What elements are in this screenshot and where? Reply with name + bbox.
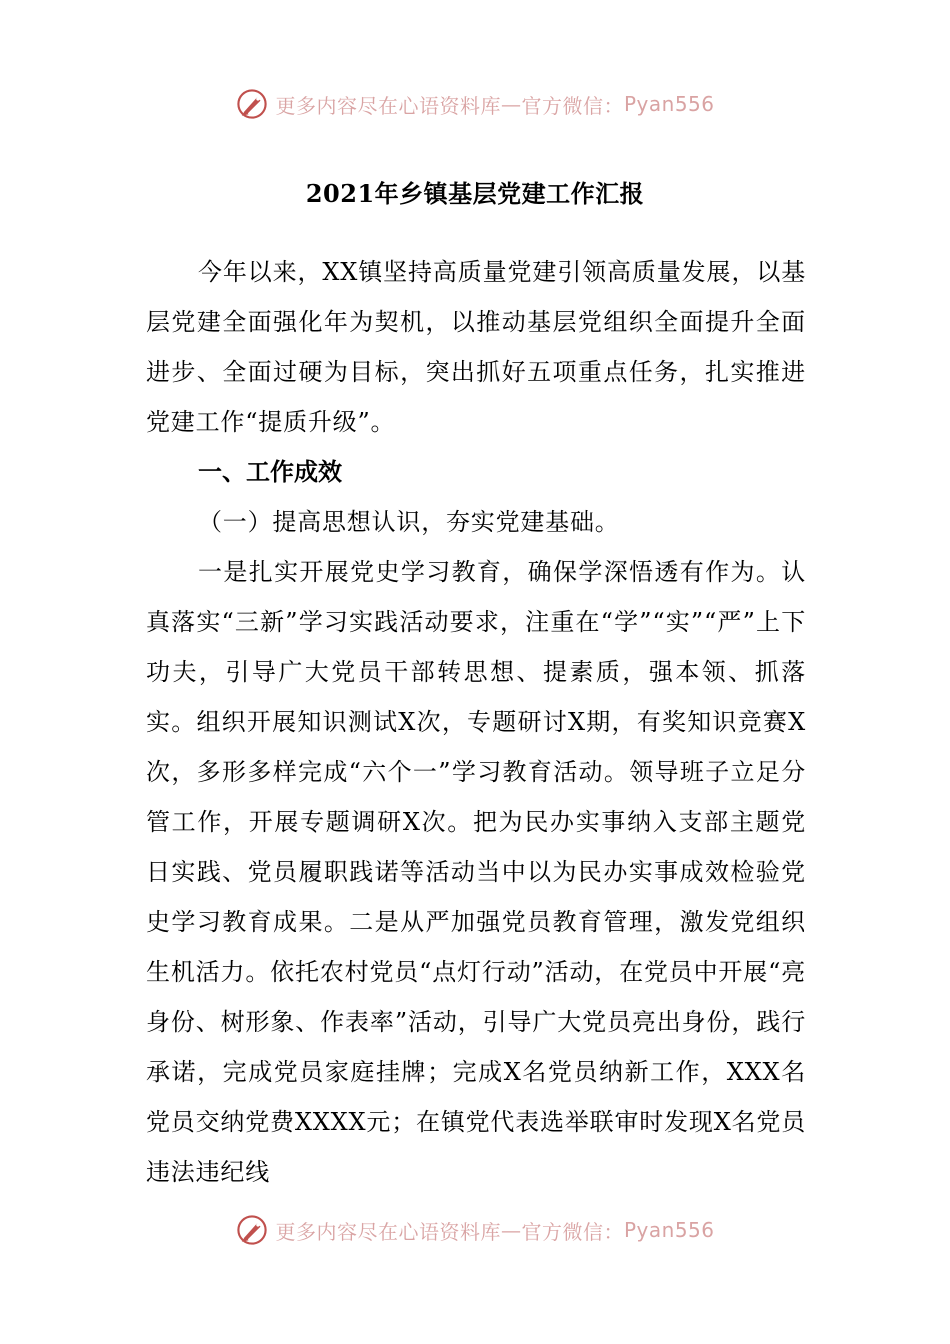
document-title: 2021年乡镇基层党建工作汇报 [305, 179, 645, 208]
section-heading: 一、工作成效 [198, 458, 342, 486]
body-paragraph: 一是扎实开展党史学习教育，确保学深悟透有作为。认真落实“三新”学习实践活动要求，注重在“学”“实”“严”上下功夫，引导广大党员干部转思想、提素质，强本领、抓落实。组织开展知识测试X次，专题研讨X期，有奖知识竞赛X次，多形多样完成“六个一”学习教育活动。领导班子立足分管工作，开展专题调研X次。把为民办实事纳入支部主题党日实践、党员履职践诺等活动当中以为民办实事成效检验党史学习教育成果。二是从严加强党员教育管理，激发党组织生机活力。依托农村党员“点灯行动”活动，在党员中开展“亮身份、树形象、作表率”活动，引导广大党员亮出身份，践行承诺，完成党员家庭挂牌；完成X名党员纳新工作，XXX名党员交纳党费XXXX元；在镇党代表选举联审时发现X名党员违法违纪线 [146, 558, 806, 1186]
watermark-suffix: 官方微信： [521, 1219, 624, 1244]
watermark-id: Pyan556 [623, 1218, 715, 1242]
pen-nib-logo-icon [235, 87, 269, 121]
watermark-dash: — [500, 1218, 522, 1242]
footer-watermark [0, 1210, 950, 1250]
watermark-text: 更多内容尽在心语资料库 [275, 1219, 501, 1244]
subsection-heading: （一）提高思想认识，夯实党建基础。 [198, 508, 620, 536]
watermark-id: Pyan556 [623, 92, 715, 116]
header-watermark [0, 84, 950, 124]
pen-nib-logo-icon [235, 1213, 269, 1247]
watermark-dash: — [500, 92, 522, 116]
document-body [146, 247, 806, 1197]
intro-paragraph: 今年以来，XX镇坚持高质量党建引领高质量发展，以基层党建全面强化年为契机，以推动基层党组织全面提升全面进步、全面过硬为目标，突出抓好五项重点任务，扎实推进党建工作“提质升级”。 [146, 258, 806, 436]
watermark-text: 更多内容尽在心语资料库 [275, 93, 501, 118]
watermark-suffix: 官方微信： [521, 93, 624, 118]
